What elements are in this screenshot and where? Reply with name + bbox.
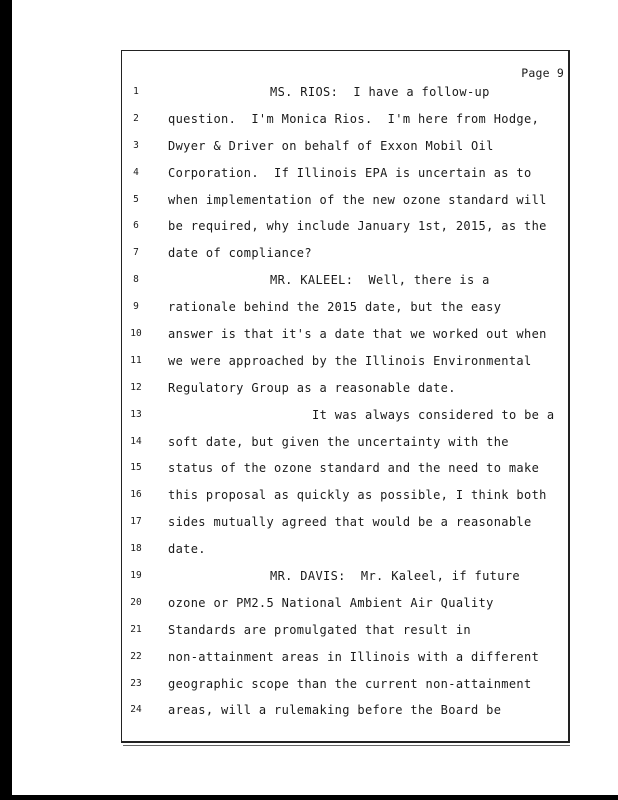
line-number: 15 [130,462,142,474]
line-text: this proposal as quickly as possible, I think both [168,488,547,503]
line-text: ozone or PM2.5 National Ambient Air Quality [168,595,494,610]
transcript-line [122,509,568,536]
line-text: non-attainment areas in Illinois with a different [168,649,540,664]
line-text: sides mutually agreed that would be a reasonable [168,515,532,530]
line-number: 16 [130,489,142,501]
transcript-line [122,160,568,187]
transcript-line [122,187,568,214]
line-number: 13 [130,408,142,420]
line-number: 18 [130,543,142,555]
line-text: soft date, but given the uncertainty with the [168,434,509,449]
line-text: be required, why include January 1st, 2015, as the [168,219,547,234]
transcript-line [122,348,568,375]
line-number: 8 [133,274,139,286]
line-text: It was always considered to be a [312,407,555,422]
line-number: 17 [130,516,142,528]
line-text: date. [168,542,206,557]
line-text: MR. DAVIS: Mr. Kaleel, if future [270,569,520,584]
line-text: rationale behind the 2015 date, but the easy [168,300,502,315]
transcript-line [122,375,568,402]
transcript-line [122,455,568,482]
transcript-line [122,294,568,321]
transcript-line [122,590,568,617]
line-number: 14 [130,435,142,447]
line-number: 19 [130,570,142,582]
line-text: status of the ozone standard and the need to make [168,461,540,476]
line-text: Corporation. If Illinois EPA is uncertain as to [168,165,532,180]
transcript-line [122,133,568,160]
transcript-line [122,617,568,644]
line-number: 10 [130,328,142,340]
line-text: answer is that it's a date that we worked out when [168,327,547,342]
scan-edge-bottom [0,795,618,800]
line-text: Standards are promulgated that result in [168,622,471,637]
transcript-line [122,106,568,133]
transcript-line [122,321,568,348]
transcript-line [122,644,568,671]
line-number: 5 [133,193,139,205]
line-text: question. I'm Monica Rios. I'm here from Hodge, [168,111,540,126]
transcript-line [122,697,568,724]
line-number: 23 [130,677,142,689]
transcript-line [122,482,568,509]
page-number: Page 9 [521,66,564,80]
line-number: 7 [133,247,139,259]
line-text: we were approached by the Illinois Environmental [168,353,532,368]
transcript-line [122,429,568,456]
line-number: 1 [133,86,139,97]
line-number: 2 [133,112,139,124]
transcript-line [122,563,568,590]
line-number: 21 [130,623,142,635]
line-text: when implementation of the new ozone standard will [168,192,547,207]
transcript-line [122,536,568,563]
scan-edge-left [0,0,12,795]
line-number: 12 [130,381,142,393]
line-number: 22 [130,650,142,662]
line-text: MR. KALEEL: Well, there is a [270,273,490,288]
line-number: 3 [133,139,139,151]
transcript-line [122,213,568,240]
line-number: 6 [133,220,139,232]
line-number: 4 [133,166,139,178]
transcript-line [122,240,568,267]
line-text: geographic scope than the current non-attainment [168,676,532,691]
line-number: 20 [130,596,142,608]
line-text: areas, will a rulemaking before the Board be [168,703,502,718]
transcript-line [122,402,568,429]
transcript-line [122,79,568,106]
line-text: Regulatory Group as a reasonable date. [168,380,456,395]
line-text: date of compliance? [168,246,312,261]
line-text: Dwyer & Driver on behalf of Exxon Mobil Oil [168,138,494,153]
page-frame-shadow [123,745,570,746]
transcript-body [122,79,568,724]
transcript-line [122,671,568,698]
transcript-line [122,267,568,294]
line-number: 24 [130,704,142,716]
line-number: 11 [130,354,142,366]
line-number: 9 [133,301,139,313]
line-text: MS. RIOS: I have a follow-up [270,85,490,99]
